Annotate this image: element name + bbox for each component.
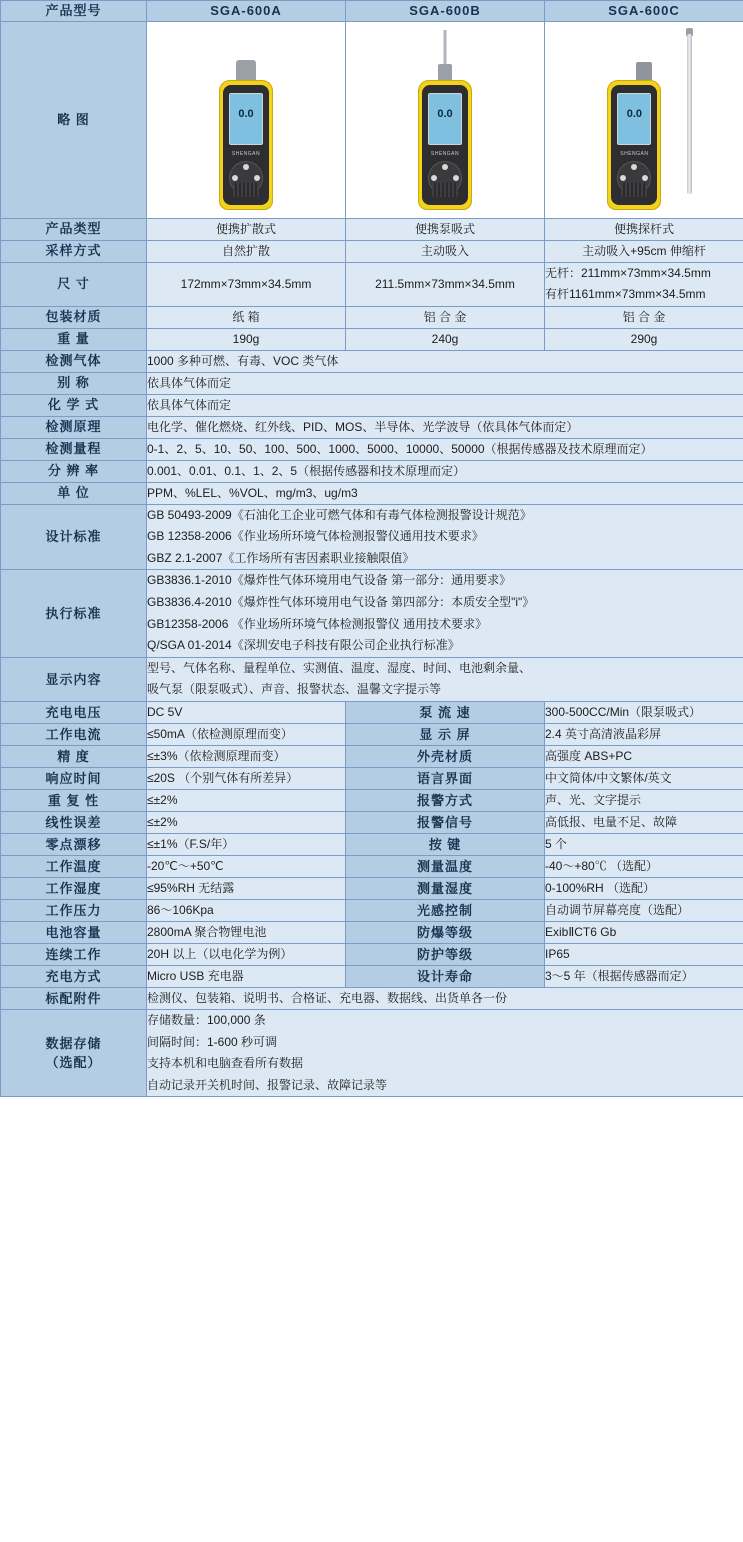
display-screen-value: 2.4 英寸高清液晶彩屏 [545,724,743,746]
row-label-charge-mode: 充电方式 [1,966,147,988]
row-label-alarm-mode: 报警方式 [346,790,545,812]
row-label-diagram: 略 图 [1,21,147,218]
shell-material-value: 高强度 ABS+PC [545,746,743,768]
row-label-charge-voltage: 充电电压 [1,702,147,724]
row-label-sampling: 采样方式 [1,240,147,262]
model-c: SGA-600C [545,1,743,22]
table-row-alias [1,372,743,394]
working-humidity-value: ≤95%RH 无结露 [147,878,346,900]
device-image-c [545,21,743,218]
table-row-unit [1,482,743,504]
resolution-value: 0.001、0.01、0.1、1、2、5（根据传感器和技术原理而定） [147,460,743,482]
row-label-zero-drift: 零点漂移 [1,834,147,856]
sensor-cap-icon [236,60,256,82]
ip-rating-value: IP65 [545,944,743,966]
row-label-battery-capacity: 电池容量 [1,922,147,944]
charge-voltage-value: DC 5V [147,702,346,724]
formula-value: 依具体气体而定 [147,394,743,416]
accuracy-value: ≤±3%（依检测原理而变） [147,746,346,768]
row-label-principle: 检测原理 [1,416,147,438]
row-label-unit: 单 位 [1,482,147,504]
sampling-b: 主动吸入 [346,240,545,262]
row-label-linearity: 线性误差 [1,812,147,834]
row-label-measure-humidity: 测量湿度 [346,878,545,900]
pump-flow-value: 300-500CC/Min（限泵吸式） [545,702,743,724]
table-row-resolution [1,460,743,482]
row-label-accuracy: 精 度 [1,746,147,768]
row-label-accessories: 标配附件 [1,988,147,1010]
product-type-b: 便携泵吸式 [346,218,545,240]
table-row-charge-mode [1,966,743,988]
table-row-zero-drift [1,834,743,856]
table-row-exec-standard [1,570,743,657]
display-content-line-2: 吸气泵（限泵吸式）、声音、报警状态、温馨文字提示等 [147,682,442,697]
device-speaker-grill [233,183,259,197]
charge-mode-value: Micro USB 充电器 [147,966,346,988]
accessories-value: 检测仪、包装箱、说明书、合格证、充电器、数据线、出货单各一份 [147,988,743,1010]
probe-inlet-neck-icon [636,62,652,82]
row-label-keys: 按 键 [346,834,545,856]
row-label-measure-temperature: 测量温度 [346,856,545,878]
response-time-value: ≤20S （个别气体有所差异） [147,768,346,790]
weight-c: 290g [545,328,743,350]
data-storage-line-4: 自动记录开关机时间、报警记录、故障记录等 [147,1077,388,1092]
size-c [545,262,743,306]
keys-value: 5 个 [545,834,743,856]
device-brand-b: SHENGAN [430,151,460,157]
working-current-value: ≤50mA（依检测原理而变） [147,724,346,746]
language-value: 中文简体/中文繁体/英文 [545,768,743,790]
alarm-mode-value: 声、光、文字提示 [545,790,743,812]
table-row-sampling [1,240,743,262]
device-drawing-probe [584,27,704,212]
data-storage-label-line1: 数据存储 [45,1035,102,1051]
device-image-a [147,21,346,218]
table-row-design-standard [1,504,743,570]
range-value: 0-1、2、5、10、50、100、500、1000、5000、10000、50000（根据传感器及技术原理而定） [147,438,743,460]
row-label-pump-flow: 泵 流 速 [346,702,545,724]
table-row-working-temperature [1,856,743,878]
row-label-repeatability: 重 复 性 [1,790,147,812]
row-label-shell-material: 外壳材质 [346,746,545,768]
measure-temperature-value: -40～+80℃ （选配） [545,856,743,878]
row-label-data-storage [1,1010,147,1097]
data-storage-line-3: 支持本机和电脑查看所有数据 [147,1056,304,1071]
model-a: SGA-600A [147,1,346,22]
table-row-response-time [1,768,743,790]
row-label-display-content: 显示内容 [1,657,147,701]
telescopic-probe-icon [687,34,692,194]
detect-gas-value: 1000 多种可燃、有毒、VOC 类气体 [147,350,743,372]
row-label-alarm-signal: 报警信号 [346,812,545,834]
table-row-product-type [1,218,743,240]
weight-b: 240g [346,328,545,350]
row-label-continuous-work: 连续工作 [1,944,147,966]
device-brand-c: SHENGAN [620,151,649,157]
data-storage-line-1: 存储数量：100,000 条 [147,1013,266,1028]
table-row-working-humidity [1,878,743,900]
device-face [422,85,468,205]
packaging-b: 铝 合 金 [346,306,545,328]
row-label-model: 产品型号 [1,1,147,22]
table-row-packaging [1,306,743,328]
device-face [223,85,269,205]
alarm-signal-value: 高低报、电量不足、故障 [545,812,743,834]
model-b: SGA-600B [346,1,545,22]
principle-value: 电化学、催化燃烧、红外线、PID、MOS、半导体、光学波导（依具体气体而定） [147,416,743,438]
exec-standard-value [147,570,743,657]
product-type-c: 便携探杆式 [545,218,743,240]
row-label-design-life: 设计寿命 [346,966,545,988]
table-row-charge-voltage [1,702,743,724]
row-label-range: 检测量程 [1,438,147,460]
table-row-images [1,21,743,218]
device-body [418,80,472,210]
device-speaker-grill [432,183,458,197]
table-row-working-current [1,724,743,746]
repeatability-value: ≤±2% [147,790,346,812]
table-row-display-content [1,657,743,701]
light-control-value: 自动调节屏幕亮度（选配） [545,900,743,922]
design-standard-value [147,504,743,570]
table-row-continuous-work [1,944,743,966]
row-label-ex-rating: 防爆等级 [346,922,545,944]
table-row-weight [1,328,743,350]
row-label-formula: 化 学 式 [1,394,147,416]
row-label-working-pressure: 工作压力 [1,900,147,922]
working-pressure-value: 86～106Kpa [147,900,346,922]
exec-standard-line-3: GB12358-2006 《作业场所环境气体检测报警仪 通用技术要求》 [147,616,488,631]
row-label-working-humidity: 工作湿度 [1,878,147,900]
row-label-resolution: 分 辨 率 [1,460,147,482]
ex-rating-value: ExibⅡCT6 Gb [545,922,743,944]
design-life-value: 3～5 年（根据传感器而定） [545,966,743,988]
table-row-detect-gas [1,350,743,372]
screen-reading-c: 0.0 [626,108,643,120]
row-label-exec-standard: 执行标准 [1,570,147,657]
table-row-repeatability [1,790,743,812]
exec-standard-line-2: GB3836.4-2010《爆炸性气体环境用电气设备 第四部分：本质安全型"i"》 [147,595,535,610]
exec-standard-line-1: GB3836.1-2010《爆炸性气体环境用电气设备 第一部分：通用要求》 [147,573,512,588]
device-body [219,80,273,210]
size-c-line2: 有杆1161mm×73mm×34.5mm [545,287,706,302]
zero-drift-value: ≤±1%（F.S/年） [147,834,346,856]
device-speaker-grill [621,183,647,197]
table-row-formula [1,394,743,416]
unit-value: PPM、%LEL、%VOL、mg/m3、ug/m3 [147,482,743,504]
table-row-model [1,1,743,22]
data-storage-value [147,1010,743,1097]
row-label-design-standard: 设计标准 [1,504,147,570]
sampling-a: 自然扩散 [147,240,346,262]
device-face [611,85,657,205]
measure-humidity-value: 0-100%RH （选配） [545,878,743,900]
sampling-c: 主动吸入+95cm 伸缩杆 [545,240,743,262]
device-screen [617,93,651,145]
exec-standard-line-4: Q/SGA 01-2014《深圳安电子科技有限公司企业执行标准》 [147,638,460,653]
screen-reading-a: 0.0 [238,108,254,120]
screen-reading-b: 0.0 [437,108,453,120]
row-label-working-temperature: 工作温度 [1,856,147,878]
device-image-b [346,21,545,218]
linearity-value: ≤±2% [147,812,346,834]
row-label-packaging: 包装材质 [1,306,147,328]
row-label-working-current: 工作电流 [1,724,147,746]
row-label-alias: 别 称 [1,372,147,394]
display-content-value [147,657,743,701]
product-type-a: 便携扩散式 [147,218,346,240]
row-label-ip-rating: 防护等级 [346,944,545,966]
table-row-accuracy [1,746,743,768]
table-row-principle [1,416,743,438]
size-a: 172mm×73mm×34.5mm [147,262,346,306]
size-c-line1: 无杆：211mm×73mm×34.5mm [545,265,711,280]
weight-a: 190g [147,328,346,350]
device-drawing-pump [385,27,505,212]
table-row-range [1,438,743,460]
table-row-working-pressure [1,900,743,922]
display-content-line-1: 型号、气体名称、量程单位、实测值、温度、湿度、时间、电池剩余量、 [147,660,532,675]
row-label-size: 尺 寸 [1,262,147,306]
data-storage-label-line2: （选配） [45,1055,102,1071]
row-label-response-time: 响应时间 [1,768,147,790]
design-standard-line-2: GB 12358-2006《作业场所环境气体检测报警仪通用技术要求》 [147,529,484,544]
device-screen [229,93,263,145]
device-brand-a: SHENGAN [231,151,261,157]
data-storage-line-2: 间隔时间：1-600 秒可调 [147,1034,278,1049]
device-screen [428,93,462,145]
table-row-accessories [1,988,743,1010]
working-temperature-value: -20℃～+50℃ [147,856,346,878]
table-row-data-storage [1,1010,743,1097]
packaging-c: 铝 合 金 [545,306,743,328]
row-label-language: 语言界面 [346,768,545,790]
row-label-weight: 重 量 [1,328,147,350]
row-label-detect-gas: 检测气体 [1,350,147,372]
battery-capacity-value: 2800mA 聚合物锂电池 [147,922,346,944]
row-label-light-control: 光感控制 [346,900,545,922]
size-b: 211.5mm×73mm×34.5mm [346,262,545,306]
row-label-product-type: 产品类型 [1,218,147,240]
continuous-work-value: 20H 以上（以电化学为例） [147,944,346,966]
pump-inlet-rod-icon [444,30,447,64]
packaging-a: 纸 箱 [147,306,346,328]
design-standard-line-3: GBZ 2.1-2007《工作场所有害因素职业接触限值》 [147,550,415,565]
device-body [607,80,661,210]
table-row-battery-capacity [1,922,743,944]
design-standard-line-1: GB 50493-2009《石油化工企业可燃气体和有毒气体检测报警设计规范》 [147,507,532,522]
row-label-display-screen: 显 示 屏 [346,724,545,746]
alias-value: 依具体气体而定 [147,372,743,394]
table-row-linearity [1,812,743,834]
device-drawing-diffusion [186,27,306,212]
table-row-size [1,262,743,306]
